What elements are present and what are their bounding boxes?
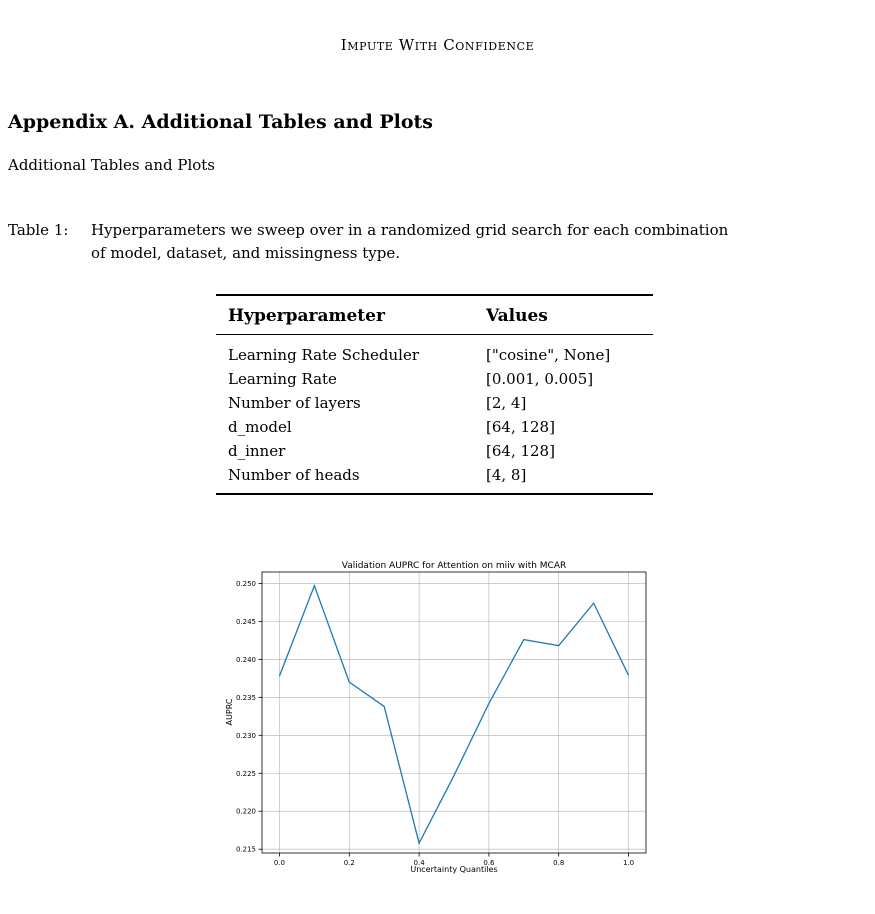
auprc-figure — [224, 558, 656, 882]
x-axis-label: Uncertainty Quantiles — [410, 865, 498, 874]
y-tick-label: 0.220 — [235, 807, 256, 816]
table-row — [216, 391, 653, 415]
table-cell-values: [2, 4] — [486, 394, 527, 412]
y-tick-label: 0.250 — [235, 579, 256, 588]
y-tick-label: 0.235 — [235, 693, 256, 702]
table-cell-name: d_model — [228, 418, 292, 436]
y-tick-label: 0.245 — [235, 617, 256, 626]
table-cell-name: Number of heads — [228, 466, 360, 484]
table-header-row — [216, 295, 653, 335]
x-tick-label: 0.4 — [413, 859, 425, 867]
running-head: Impute With Confidence — [340, 36, 535, 54]
table-caption-line2: of model, dataset, and missingness type. — [91, 244, 400, 262]
table-cell-values: [0.001, 0.005] — [486, 370, 594, 388]
table-header-values: Values — [486, 306, 548, 326]
series-line — [279, 586, 628, 843]
table-row — [216, 463, 653, 494]
table-row — [216, 367, 653, 391]
y-tick-label: 0.215 — [235, 845, 256, 854]
y-tick-label: 0.225 — [235, 769, 256, 778]
table-row — [216, 335, 653, 368]
table-header-hyperparameter: Hyperparameter — [228, 306, 385, 326]
y-tick-label: 0.230 — [235, 731, 256, 740]
x-tick-label: 0.2 — [343, 859, 355, 867]
x-tick-label: 1.0 — [622, 859, 635, 867]
table-cell-values: [64, 128] — [486, 442, 555, 460]
table-row — [216, 415, 653, 439]
chart-ticks — [236, 580, 634, 867]
y-tick-label: 0.240 — [235, 655, 256, 664]
table-cell-name: Learning Rate — [228, 370, 337, 388]
table-caption-line1: Hyperparameters we sweep over in a randomized grid search for each combination — [91, 221, 729, 239]
table-cell-values: [4, 8] — [486, 466, 527, 484]
table-caption — [8, 219, 870, 265]
table-cell-name: Learning Rate Scheduler — [228, 346, 420, 364]
plot-frame — [262, 572, 646, 853]
table-cell-values: [64, 128] — [486, 418, 555, 436]
appendix-subtitle: Additional Tables and Plots — [8, 156, 216, 174]
table-cell-name: d_inner — [228, 442, 286, 460]
table-cell-name: Number of layers — [228, 394, 361, 412]
x-tick-label: 0.0 — [273, 859, 286, 867]
table-cell-values: ["cosine", None] — [486, 346, 611, 364]
y-axis-label: AUPRC — [225, 698, 234, 726]
x-tick-label: 0.6 — [483, 859, 495, 867]
auprc-line-chart — [224, 558, 656, 878]
appendix-title: Appendix A. Additional Tables and Plots — [8, 111, 433, 133]
hyperparameter-table — [216, 294, 653, 495]
chart-title: Validation AUPRC for Attention on miiv with MCAR — [341, 561, 567, 571]
x-tick-label: 0.8 — [553, 859, 565, 867]
table-row — [216, 439, 653, 463]
chart-grid — [262, 572, 646, 853]
table-caption-label: Table 1: — [8, 221, 69, 239]
